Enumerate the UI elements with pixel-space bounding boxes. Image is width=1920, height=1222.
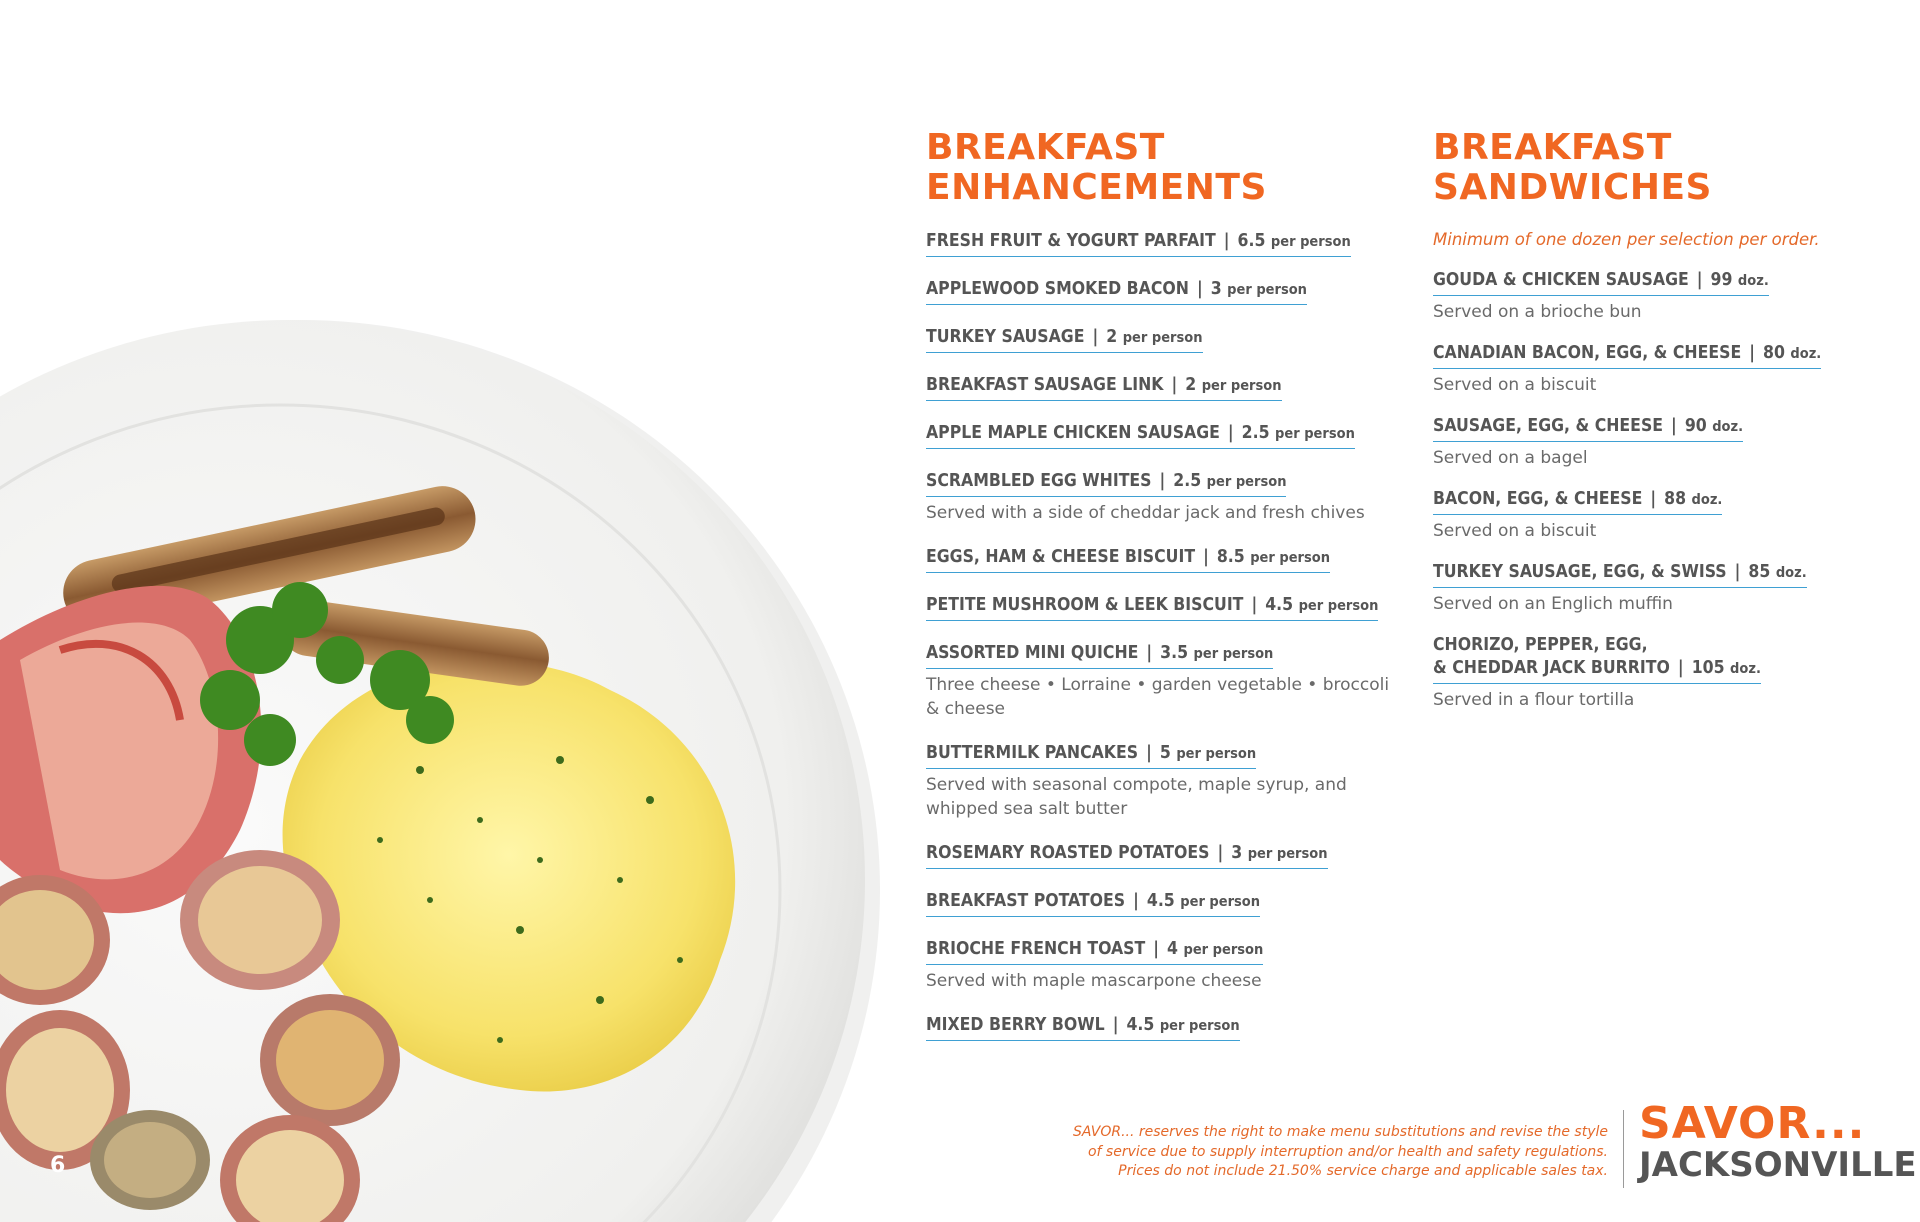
menu-item-unit: per person: [1206, 474, 1287, 490]
menu-item-description: Served on a biscuit: [1433, 521, 1597, 541]
menu-item-unit: per person: [1176, 746, 1257, 762]
price-separator: |: [1146, 743, 1152, 763]
menu-item-name: TURKEY SAUSAGE: [926, 327, 1085, 347]
menu-item-price: 88: [1664, 489, 1687, 509]
menu-item: [1433, 634, 1903, 712]
disclaimer-line: of service due to supply interruption and/or health and safety regulations.: [1087, 1143, 1608, 1160]
menu-item-name: SCRAMBLED EGG WHITES: [926, 471, 1152, 491]
section-title-line: SANDWICHES: [1433, 167, 1712, 208]
menu-item-heading: [926, 742, 1256, 769]
menu-item-heading: [926, 546, 1330, 573]
price-separator: |: [1671, 416, 1677, 436]
menu-item: [1433, 415, 1903, 470]
menu-item-price: 4.5: [1265, 595, 1294, 615]
menu-item-description: Served on a biscuit: [1433, 375, 1597, 395]
menu-item-unit: per person: [1247, 846, 1328, 862]
menu-item: [1433, 342, 1903, 397]
price-separator: |: [1159, 471, 1166, 491]
menu-item-price: 3: [1210, 279, 1222, 299]
menu-item-description: Served on a brioche bun: [1433, 302, 1642, 322]
menu-item-price: 4.5: [1146, 891, 1175, 911]
menu-item-name: BREAKFAST SAUSAGE LINK: [926, 375, 1164, 395]
breakfast-sandwiches-section: [1433, 128, 1903, 730]
menu-item-price: 105: [1691, 658, 1725, 678]
price-separator: |: [1677, 658, 1684, 678]
menu-item-name: SAUSAGE, EGG, & CHEESE: [1433, 416, 1664, 436]
breakfast-enhancements-section: [926, 128, 1396, 1062]
menu-item-heading: [926, 1014, 1240, 1041]
menu-item-unit: doz.: [1712, 419, 1744, 435]
section-title-line: BREAKFAST: [926, 127, 1165, 168]
menu-item-price: 90: [1684, 416, 1707, 436]
menu-item-price: 5: [1159, 743, 1171, 763]
menu-item-unit: per person: [1250, 550, 1331, 566]
menu-item-unit: doz.: [1691, 492, 1723, 508]
menu-item-unit: doz.: [1730, 661, 1761, 677]
menu-item-price: 2: [1185, 375, 1197, 395]
menu-item-heading: [1433, 415, 1743, 442]
menu-item: [926, 938, 1396, 993]
menu-item-heading: [926, 594, 1378, 621]
price-separator: |: [1696, 270, 1703, 290]
menu-item-price: 99: [1710, 270, 1733, 290]
price-separator: |: [1251, 595, 1258, 615]
menu-item-name: PETITE MUSHROOM & LEEK BISCUIT: [926, 595, 1244, 615]
brand-city: JACKSONVILLE: [1639, 1145, 1917, 1185]
menu-item-name: FRESH FRUIT & YOGURT PARFAIT: [926, 231, 1216, 251]
disclaimer-line: SAVOR... reserves the right to make menu substitutions and revise the style: [1072, 1124, 1608, 1140]
menu-item-price: 6.5: [1237, 231, 1266, 251]
menu-item-price: 85: [1748, 562, 1771, 582]
menu-item-heading: [926, 842, 1328, 869]
price-separator: |: [1223, 231, 1230, 251]
menu-item-description: Served on an Englich muffin: [1433, 594, 1673, 614]
menu-item: [926, 374, 1396, 401]
menu-item: [926, 422, 1396, 449]
price-separator: |: [1203, 547, 1209, 567]
order-minimum-note: Minimum of one dozen per selection per order.: [1433, 230, 1820, 249]
menu-item-unit: per person: [1201, 378, 1282, 394]
menu-item: [926, 1014, 1396, 1041]
menu-item: [926, 842, 1396, 869]
menu-item: [926, 742, 1396, 821]
menu-item: [926, 642, 1396, 721]
section-title-line: BREAKFAST: [1433, 127, 1672, 168]
price-separator: |: [1650, 489, 1657, 509]
price-separator: |: [1217, 843, 1224, 863]
menu-item-heading: [1433, 269, 1769, 296]
price-separator: |: [1196, 279, 1203, 299]
menu-item-list: [1433, 269, 1903, 712]
menu-item-name: & CHEDDAR JACK BURRITO: [1433, 658, 1670, 678]
menu-item-heading: [1433, 634, 1761, 684]
menu-item-unit: per person: [1298, 598, 1379, 614]
menu-item-name: BUTTERMILK PANCAKES: [926, 743, 1139, 763]
menu-item: [926, 230, 1396, 257]
menu-item-unit: doz.: [1790, 346, 1822, 362]
menu-item-description: Served on a bagel: [1433, 448, 1588, 468]
menu-item-unit: per person: [1183, 942, 1264, 958]
menu-item: [926, 594, 1396, 621]
page-number: 6: [50, 1153, 66, 1178]
menu-item: [926, 278, 1396, 305]
menu-item-price: 4: [1167, 939, 1178, 959]
menu-item-price: 80: [1763, 343, 1785, 363]
menu-item-heading: [926, 938, 1263, 965]
menu-item-heading: [926, 374, 1282, 401]
menu-item-unit: per person: [1270, 234, 1351, 250]
menu-item-price: 2.5: [1241, 423, 1270, 443]
menu-item-unit: doz.: [1737, 273, 1769, 289]
menu-item: [926, 890, 1396, 917]
price-separator: |: [1734, 562, 1741, 582]
menu-item-heading: [926, 890, 1260, 917]
brand-name: SAVOR...: [1639, 1098, 1866, 1149]
menu-item-description: Served with seasonal compote, maple syrup, and whipped sea salt butter: [926, 775, 1347, 819]
menu-item-price: 3.5: [1160, 643, 1189, 663]
brand-logo: [1639, 1100, 1917, 1184]
price-separator: |: [1227, 423, 1234, 443]
menu-item-name: GOUDA & CHICKEN SAUSAGE: [1433, 270, 1689, 290]
section-title: [1433, 128, 1903, 208]
menu-item-price: 2.5: [1173, 471, 1202, 491]
menu-item-name: CANADIAN BACON, EGG, & CHEESE: [1433, 343, 1742, 363]
menu-item-price: 2: [1106, 327, 1118, 347]
menu-item-heading: [926, 278, 1307, 305]
menu-item: [926, 470, 1396, 525]
menu-item-name: APPLEWOOD SMOKED BACON: [926, 279, 1189, 299]
menu-item-name: BRIOCHE FRENCH TOAST: [926, 939, 1146, 959]
price-separator: |: [1171, 375, 1178, 395]
menu-item: [926, 326, 1396, 353]
price-separator: |: [1146, 643, 1153, 663]
menu-item-description: Served in a flour tortilla: [1433, 690, 1635, 710]
price-separator: |: [1133, 891, 1139, 911]
section-title: [926, 128, 1396, 208]
price-separator: |: [1092, 327, 1099, 347]
menu-item-name: APPLE MAPLE CHICKEN SAUSAGE: [926, 423, 1220, 443]
menu-item-list: [926, 230, 1396, 1041]
menu-item-name: BREAKFAST POTATOES: [926, 891, 1126, 911]
menu-item-heading: [1433, 342, 1821, 369]
menu-item: [1433, 561, 1903, 616]
menu-item: [926, 546, 1396, 573]
menu-item-name: BACON, EGG, & CHEESE: [1433, 489, 1643, 509]
menu-item-name: ASSORTED MINI QUICHE: [926, 643, 1139, 663]
footer-divider: [1623, 1110, 1624, 1188]
menu-item: [1433, 488, 1903, 543]
menu-item-heading: [926, 230, 1351, 257]
pricing-disclaimer: [1008, 1123, 1608, 1182]
menu-item-heading: [1433, 561, 1807, 588]
menu-item-description: Served with maple mascarpone cheese: [926, 971, 1262, 991]
menu-item-name: TURKEY SAUSAGE, EGG, & SWISS: [1433, 562, 1727, 582]
menu-item-description: Served with a side of cheddar jack and fresh chives: [926, 503, 1365, 523]
menu-item-price: 3: [1231, 843, 1243, 863]
menu-item-name: ROSEMARY ROASTED POTATOES: [926, 843, 1210, 863]
menu-item-heading: [1433, 488, 1722, 515]
menu-item-unit: per person: [1122, 330, 1203, 346]
menu-item-unit: per person: [1180, 894, 1261, 910]
disclaimer-line: Prices do not include 21.50% service charge and applicable sales tax.: [1118, 1163, 1608, 1179]
breakfast-plate-photo: [0, 0, 900, 1222]
menu-item-heading: [926, 642, 1273, 669]
menu-item-unit: per person: [1227, 282, 1307, 298]
menu-item-price: 8.5: [1216, 547, 1245, 567]
price-separator: |: [1749, 343, 1755, 363]
menu-item-unit: per person: [1159, 1018, 1240, 1034]
menu-item-name: CHORIZO, PEPPER, EGG,: [1433, 635, 1648, 655]
price-separator: |: [1153, 939, 1160, 959]
menu-item-unit: doz.: [1775, 565, 1807, 581]
menu-item-unit: per person: [1275, 426, 1355, 442]
menu-item-heading: [926, 470, 1286, 497]
menu-item-heading: [926, 422, 1355, 449]
section-title-line: ENHANCEMENTS: [926, 167, 1267, 208]
menu-item-description: Three cheese • Lorraine • garden vegetable • broccoli & cheese: [926, 675, 1390, 719]
menu-item-name: EGGS, HAM & CHEESE BISCUIT: [926, 547, 1196, 567]
menu-item-heading: [926, 326, 1203, 353]
menu-item: [1433, 269, 1903, 324]
price-separator: |: [1112, 1015, 1119, 1035]
menu-item-name: MIXED BERRY BOWL: [926, 1015, 1105, 1035]
menu-item-price: 4.5: [1126, 1015, 1155, 1035]
menu-item-unit: per person: [1193, 646, 1274, 662]
